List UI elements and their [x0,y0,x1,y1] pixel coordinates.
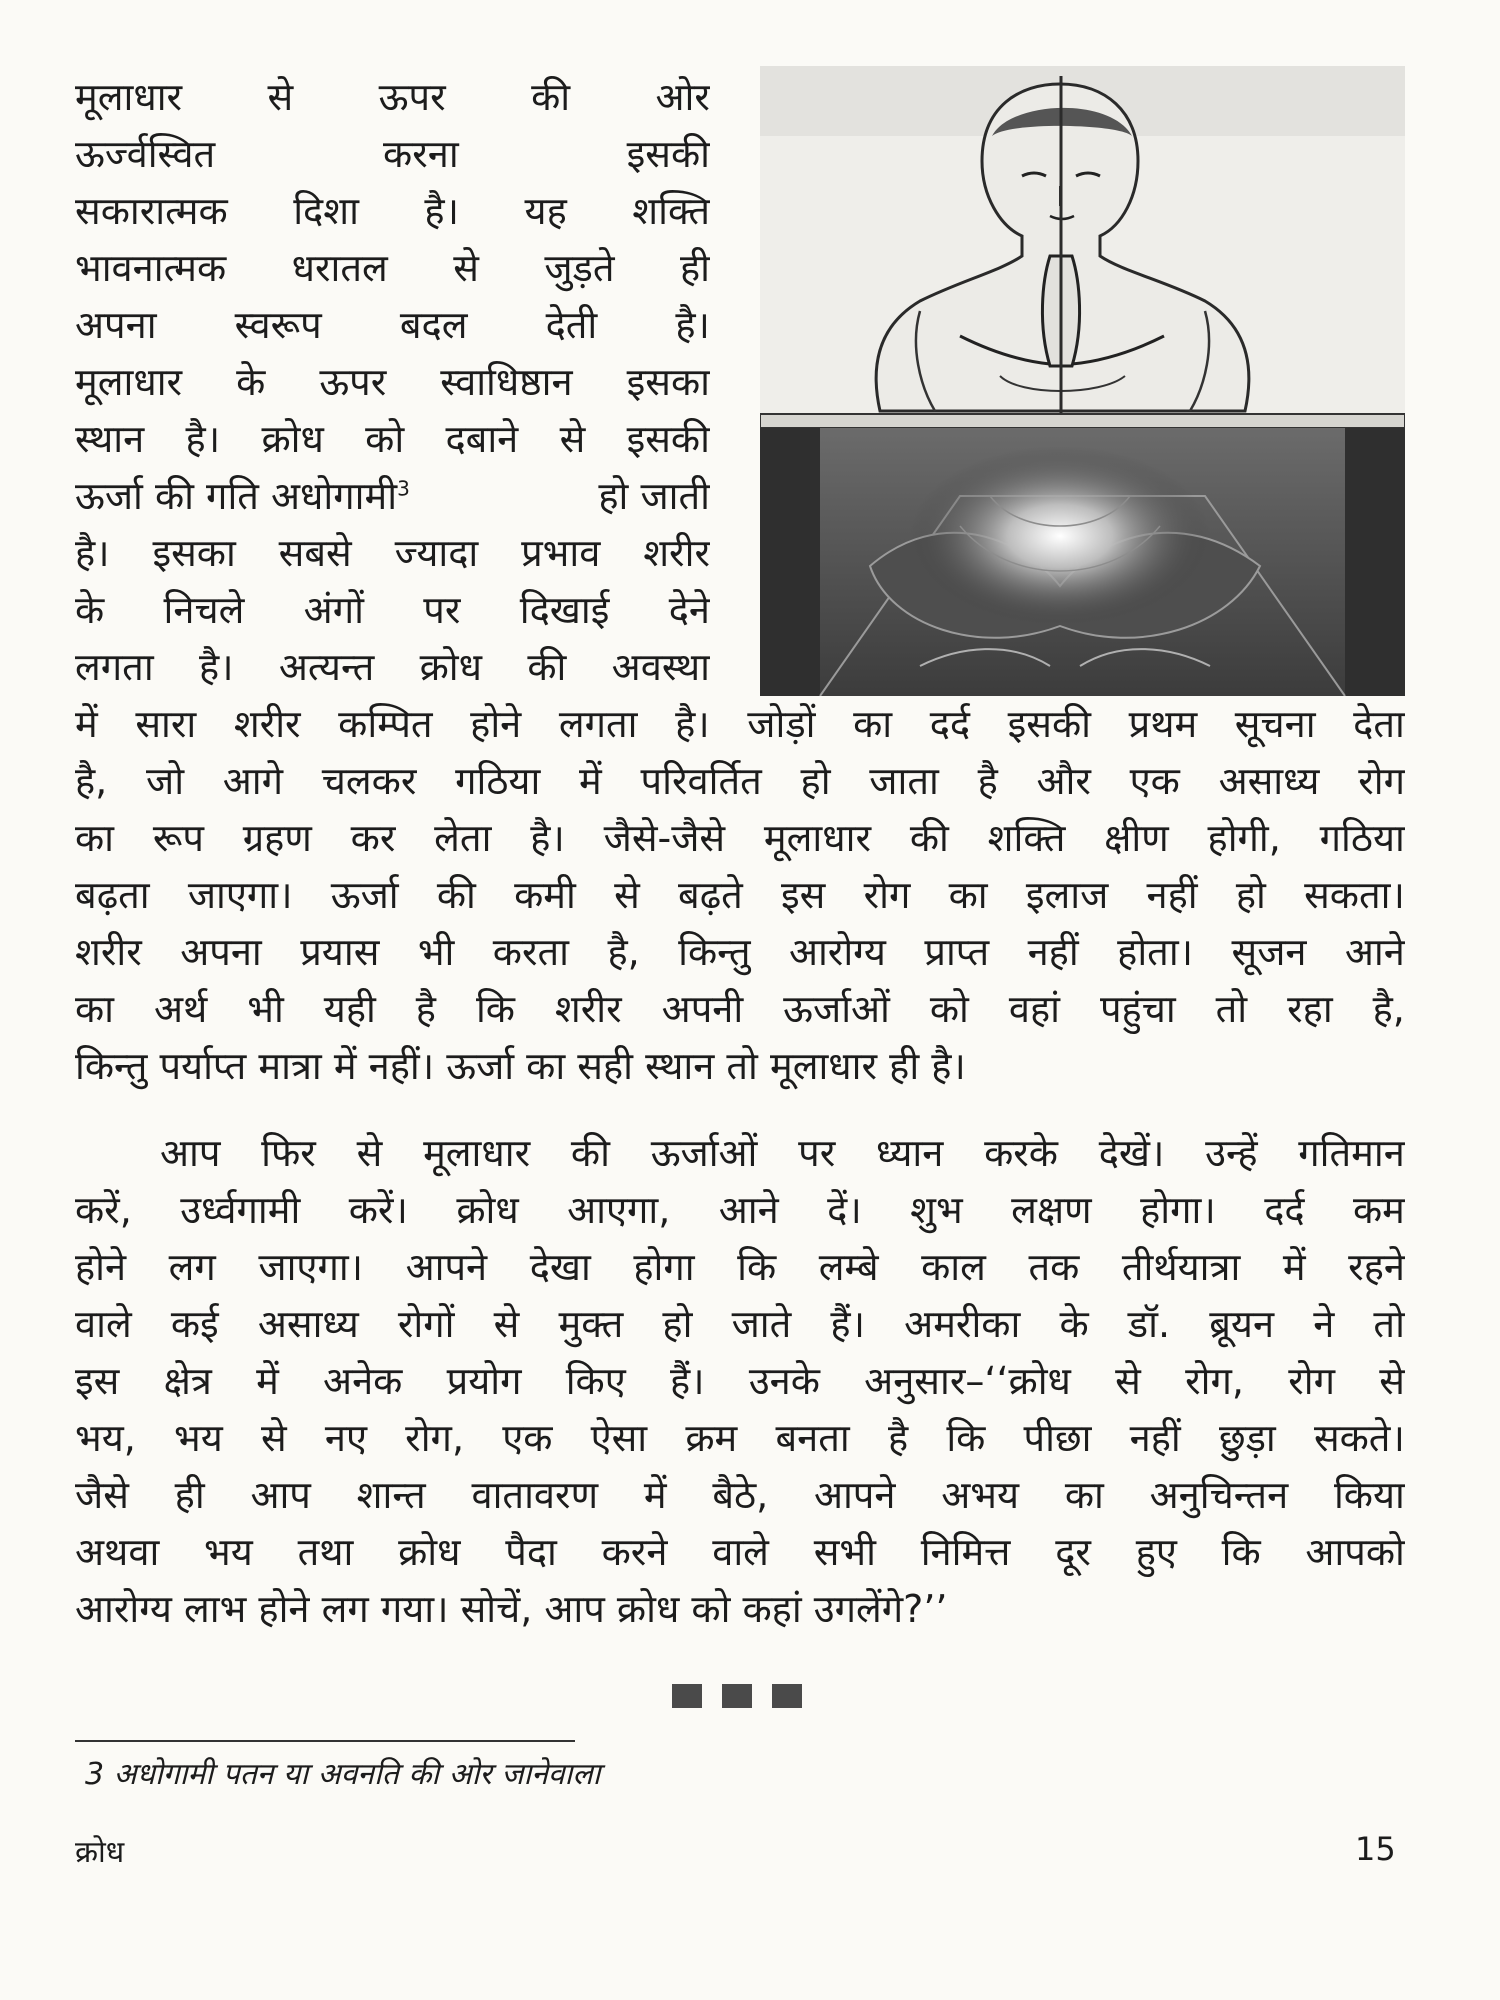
word: छुड़ा [1218,1416,1276,1460]
word: जैसे [75,1473,129,1517]
word: को [365,417,405,461]
word: होगी, [1207,816,1281,860]
word: आप [250,1473,311,1517]
word: बदल [399,303,468,347]
word: से [493,1302,520,1346]
word: स्थान [75,417,145,461]
word: देने [668,588,710,632]
word: हैं। [670,1359,705,1403]
word: बनता [775,1416,850,1460]
word: लग [168,1245,216,1289]
word: जाएगा। [258,1245,364,1289]
word: तो [1373,1302,1405,1346]
word: क्रम [685,1416,738,1460]
word: हुए [1135,1530,1177,1574]
word: भय [174,1416,223,1460]
word: क्षेत्र [163,1359,212,1403]
word: क्रोध [456,1188,519,1232]
word: अनुसार–‘‘क्रोध [864,1359,1071,1403]
word: तो [1215,987,1248,1031]
word: है, [75,759,108,803]
word: करें। [348,1188,408,1232]
word: है, [607,930,640,974]
word: की [909,816,949,860]
word: का [948,873,988,917]
text-line [75,186,710,236]
word: कम्पित [338,702,433,746]
word: कई [170,1302,219,1346]
word: सारा [135,702,197,746]
text-line [75,129,710,179]
text-line [75,1584,1405,1634]
separator-block [722,1684,752,1708]
word: है। [530,816,565,860]
word: जैसे-जैसे [603,816,726,860]
word: मूलाधार [423,1131,531,1175]
word: कम [1353,1188,1405,1232]
word: काल [921,1245,986,1289]
word: भी [247,987,284,1031]
word: से [453,246,479,290]
text-line [75,1527,1405,1577]
word: पीछा [1023,1416,1092,1460]
word: सभी [813,1530,876,1574]
text-line [75,243,710,293]
word: है। [185,417,221,461]
word: इसकी [626,132,710,176]
word: सकते। [1313,1416,1405,1460]
word: आपको [1305,1530,1405,1574]
word: प्राप्त [924,930,990,974]
text-line [75,756,1405,806]
word: आगे [222,759,284,803]
word: पैदा [505,1530,557,1574]
word: में [643,1473,667,1517]
word: उर्ध्वगामी [180,1188,301,1232]
word: दें। [827,1188,862,1232]
word: है [887,1416,909,1460]
word: एक [1129,759,1180,803]
word: आरोग्य [788,930,886,974]
word: क्षीण [1104,816,1169,860]
word: का [853,702,893,746]
word: भावनात्मक [75,246,227,290]
word: करता [492,930,570,974]
word: है। [75,531,110,575]
separator-block [772,1684,802,1708]
word: दर्द [929,702,971,746]
word: मुक्त [558,1302,624,1346]
word: उनके [748,1359,820,1403]
word: की [527,645,567,689]
word: को [929,987,969,1031]
word: वाले [712,1530,769,1574]
word: अभय [941,1473,1020,1517]
word: किया [1333,1473,1405,1517]
word: अनुचिन्तन [1149,1473,1289,1517]
section-separator [672,1684,802,1708]
text-line [75,1185,1405,1235]
word: अमरीका [904,1302,1021,1346]
word: जाते [731,1302,792,1346]
word: शक्ति [987,816,1066,860]
word: इस [75,1359,120,1403]
word: से [1379,1359,1405,1403]
word: पर [423,588,461,632]
text-line-content: किन्तु पर्याप्त मात्रा में नहीं। ऊर्जा का सही स्थान तो मूलाधार ही है। [75,1044,966,1088]
word: लगता [558,702,638,746]
word: नहीं [1027,930,1079,974]
word: सूचना [1234,702,1316,746]
word: किए [565,1359,626,1403]
word: दिशा [293,189,359,233]
word: लेता [434,816,492,860]
word: हो [662,1302,693,1346]
word: होने [75,1245,127,1289]
word: अपना [180,930,262,974]
word: में [579,759,602,803]
word: मूलाधार [75,75,183,119]
word: कि [737,1245,777,1289]
word: ओर [655,75,710,119]
word: होगा। [1140,1188,1216,1232]
word: देता [1353,702,1405,746]
word: क्रोध [261,417,324,461]
word: वाले [75,1302,132,1346]
word: करके [984,1131,1058,1175]
word: है। [424,189,460,233]
word: आने [1344,930,1405,974]
footnote-marker[interactable]: 3 [397,476,410,501]
text-line [75,528,710,578]
text-line [75,1299,1405,1349]
text-line [75,1356,1405,1406]
word: रोग [1358,759,1405,803]
word: दिखाई [519,588,610,632]
word: किन्तु [678,930,751,974]
text-line [75,1242,1405,1292]
word: है। [675,303,710,347]
word: कि [1221,1530,1261,1574]
word: अर्थ [153,987,208,1031]
word: में [75,702,98,746]
word: होता। [1117,930,1194,974]
word: कि [946,1416,986,1460]
word: ही [679,246,710,290]
word: क्रोध [398,1530,461,1574]
word: वातावरण [471,1473,599,1517]
text-line [75,984,1405,1034]
word: है। [675,702,710,746]
word: कि [475,987,515,1031]
word: का [75,987,115,1031]
word: अपना [75,303,157,347]
word: मूलाधार [75,360,183,404]
word: उन्हें [1205,1131,1258,1175]
word: अनेक [323,1359,403,1403]
word: नहीं [1129,1416,1181,1460]
word: ब्रूयन [1209,1302,1275,1346]
word: स्वरूप [234,303,322,347]
word: रहा [1287,987,1333,1031]
word: यह [524,189,567,233]
word: रूप [152,816,204,860]
word: से [1115,1359,1141,1403]
word: स्वाधिष्ठान [440,360,573,404]
word: ध्यान [876,1131,944,1175]
word: जाता [869,759,939,803]
word: है [415,987,436,1031]
word: जोड़ों [747,702,816,746]
text-line [75,870,1405,920]
word: भी [417,930,455,974]
word: गठिया [455,759,541,803]
text-line [75,813,1405,863]
word: ऊर्जा [330,873,399,917]
word: दर्द [1264,1188,1305,1232]
word: असाध्य [1218,759,1320,803]
word: डॉ. [1127,1302,1171,1346]
word: अथवा [75,1530,160,1574]
word: रहने [1348,1245,1405,1289]
word: अंगों [303,588,364,632]
word: ऊर्जाओं [650,1131,758,1175]
word: आने [718,1188,779,1232]
word: चलकर [321,759,417,803]
word: इसका [626,360,710,404]
word: प्रथम [1128,702,1198,746]
word: अपनी [661,987,744,1031]
word: करना [383,132,459,176]
word: शरीर [554,987,622,1031]
word: नहीं [1146,873,1198,917]
word: लम्बे [818,1245,879,1289]
word: रोग, [1185,1359,1244,1403]
word: दबाने [445,417,519,461]
word: के [75,588,105,632]
word: करने [601,1530,668,1574]
footnote: 3 अधोगामी पतन या अवनति की ओर जानेवाला [85,1757,601,1792]
text-line [75,300,710,350]
word: ऊपर [378,75,446,119]
text-line [75,471,710,521]
word: तथा [297,1530,354,1574]
word: मूलाधार [763,816,872,860]
word: ऊर्जाओं [783,987,890,1031]
page-number: 15 [1355,1830,1396,1868]
word: असाध्य [257,1302,359,1346]
word: देती [545,303,598,347]
word: शरीर [233,702,301,746]
word: प्रयोग [446,1359,522,1403]
word: और [1036,759,1091,803]
text-line [75,72,710,122]
word: है [977,759,998,803]
word: शरीर [643,531,710,575]
meditation-drawing [760,66,1405,696]
word: देखें। [1098,1131,1165,1175]
word: की [436,873,476,917]
footnote-anchor-text: ऊर्जा की गति अधोगामी [75,474,398,518]
word: बढ़ता [75,873,150,917]
word: भय, [75,1416,136,1460]
word: यही [323,987,376,1031]
word: सूजन [1231,930,1307,974]
word: पहुंचा [1099,987,1176,1031]
word: देखा [529,1245,591,1289]
word: अत्यन्त [278,645,375,689]
text-line [75,1413,1405,1463]
text-line [75,927,1405,977]
word: लगता [75,645,154,689]
word: से [559,417,586,461]
word: इस [780,873,826,917]
word: में [256,1359,279,1403]
word: के [1059,1302,1089,1346]
text-line [75,585,710,635]
word: है। [198,645,234,689]
word: ऊर्ज्वस्वित [75,132,216,176]
word: से [614,873,640,917]
word: ज्यादा [394,531,479,575]
word: नए [324,1416,367,1460]
word: धरातल [291,246,388,290]
word: हैं। [830,1302,866,1346]
word: आपने [813,1473,896,1517]
word: कर [350,816,396,860]
word: परिवर्तित [640,759,762,803]
word: से [260,1416,287,1460]
word: रोगों [397,1302,455,1346]
text-line [75,1128,1405,1178]
word: की [570,1131,610,1175]
word: से [267,75,294,119]
word: गठिया [1319,816,1405,860]
word: इलाज [1025,873,1109,917]
word: करें, [75,1188,132,1232]
word: लक्षण [1011,1188,1092,1232]
word: ग्रहण [242,816,312,860]
running-head: क्रोध [75,1835,125,1870]
word: प्रयास [300,930,380,974]
word: प्रभाव [521,531,601,575]
text-line [75,1470,1405,1520]
word: के [236,360,266,404]
word: आएगा, [567,1188,671,1232]
word: इसकी [626,417,710,461]
text-line [75,357,710,407]
meditating-figure-illustration [760,66,1405,696]
word: का [1064,1473,1104,1517]
word: शक्ति [632,189,710,233]
word: निमित्त [920,1530,1011,1574]
word: ऐसा [590,1416,648,1460]
separator-block [672,1684,702,1708]
word: रोग, [405,1416,465,1460]
word: हो [1235,873,1266,917]
word: भय [204,1530,253,1574]
text-line-content: हो जाती [598,474,710,518]
word: सबसे [278,531,352,575]
word: रोग [1288,1359,1335,1403]
word: फिर [261,1131,316,1175]
word: गतिमान [1298,1131,1405,1175]
word: जो [146,759,185,803]
word: ने [1313,1302,1335,1346]
text-line-content: आरोग्य लाभ होने लग गया। सोचें, आप क्रोध को कहां उगलेंगे?’’ [75,1587,948,1631]
word: आप [160,1131,221,1175]
word: क्रोध [419,645,483,689]
text-line-content [75,471,410,521]
word: निचले [163,588,245,632]
word: तक [1028,1245,1080,1289]
word: बढ़ते [678,873,743,917]
text-line [75,642,710,692]
word: इसका [152,531,236,575]
word: सकता। [1304,873,1405,917]
word: इसकी [1007,702,1091,746]
footnote-rule [75,1740,575,1742]
word: होने [470,702,522,746]
word: का [75,816,115,860]
word: वहां [1008,987,1060,1031]
word: हो [800,759,831,803]
word: दूर [1055,1530,1091,1574]
word: एक [502,1416,553,1460]
word: सकारात्मक [75,189,228,233]
word: ही [174,1473,205,1517]
word: अवस्था [611,645,710,689]
word: तीर्थयात्रा [1121,1245,1241,1289]
word: में [1282,1245,1306,1289]
word: है, [1372,987,1405,1031]
word: कमी [514,873,576,917]
word: जुड़ते [544,246,615,290]
word: बैठे, [712,1473,769,1517]
word: शरीर [75,930,142,974]
word: ऊपर [319,360,387,404]
text-line [75,414,710,464]
word: शुभ [910,1188,963,1232]
text-line [75,699,1405,749]
word: से [356,1131,383,1175]
word: पर [798,1131,836,1175]
word: की [531,75,571,119]
word: शान्त [356,1473,426,1517]
word: जाएगा। [187,873,293,917]
word: रोग [863,873,911,917]
text-line [75,1041,1405,1091]
word: होगा [633,1245,695,1289]
word: आपने [405,1245,488,1289]
